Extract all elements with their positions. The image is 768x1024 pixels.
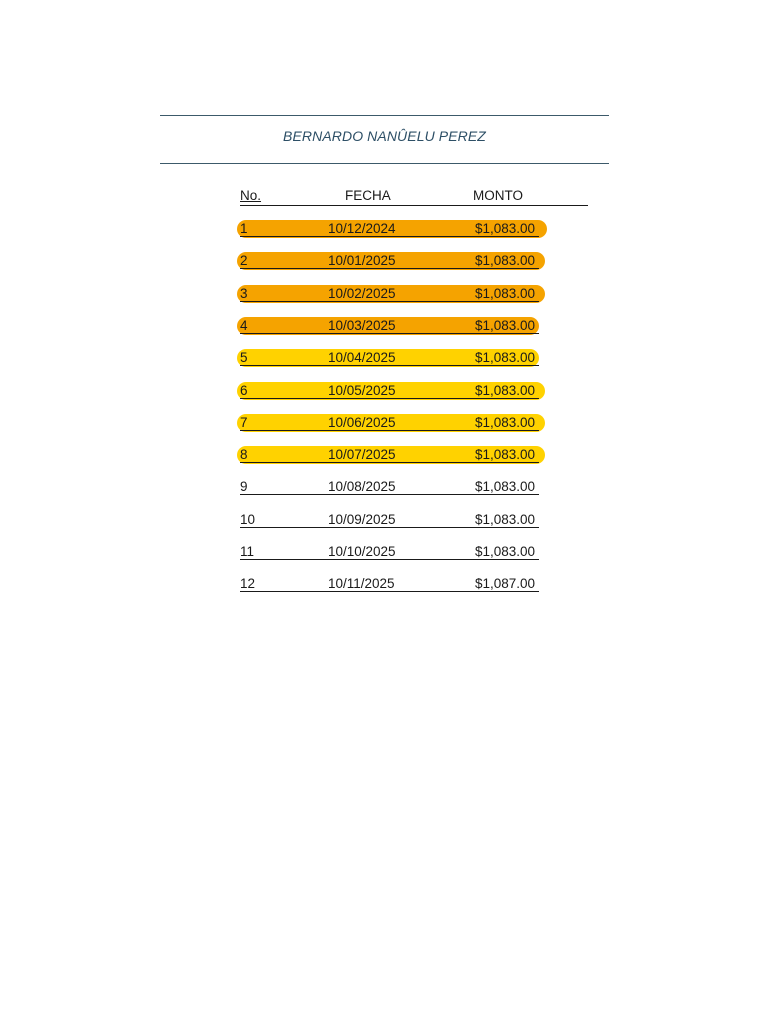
table-row [240, 414, 550, 432]
row-fecha: 10/11/2025 [328, 576, 395, 592]
row-number: 1 [240, 221, 248, 236]
row-fecha: 10/09/2025 [328, 511, 396, 527]
row-monto: $1,087.00 [475, 576, 536, 592]
row-underline [240, 430, 539, 431]
row-monto: $1,083.00 [475, 253, 536, 269]
table-header [240, 188, 588, 206]
row-number: 7 [240, 414, 248, 430]
row-number: 5 [240, 350, 248, 366]
row-number: 12 [240, 576, 256, 592]
row-fecha: 10/07/2025 [328, 447, 396, 463]
row-underline [240, 398, 539, 399]
row-monto: $1,083.00 [475, 544, 536, 559]
row-underline [240, 462, 539, 463]
row-fecha: 10/08/2025 [328, 479, 396, 495]
row-fecha: 10/03/2025 [328, 317, 396, 333]
table-row [240, 543, 550, 561]
column-header-fecha: FECHA [345, 188, 391, 203]
column-header-monto: MONTO [473, 188, 523, 203]
row-monto: $1,083.00 [475, 285, 536, 301]
row-fecha: 10/04/2025 [328, 350, 396, 366]
row-monto: $1,083.00 [475, 350, 536, 366]
row-underline [240, 591, 539, 592]
row-number: 3 [240, 285, 248, 301]
table-row [240, 446, 550, 464]
row-fecha: 10/02/2025 [328, 285, 396, 301]
row-number: 9 [240, 479, 248, 495]
row-monto: $1,083.00 [475, 414, 536, 430]
row-underline [240, 333, 539, 334]
row-fecha: 10/06/2025 [328, 414, 396, 430]
row-monto: $1,083.00 [475, 317, 536, 333]
row-underline [240, 301, 539, 302]
title-rule-top [160, 115, 609, 116]
row-underline [240, 494, 539, 495]
table-row [240, 382, 550, 400]
row-underline [240, 559, 539, 560]
row-monto: $1,083.00 [475, 479, 536, 495]
row-fecha: 10/05/2025 [328, 382, 396, 398]
table-row [240, 317, 550, 335]
row-monto: $1,083.00 [475, 382, 536, 398]
row-fecha: 10/10/2025 [328, 544, 396, 559]
table-row [240, 349, 550, 367]
row-number: 11 [240, 544, 255, 559]
table-row [240, 575, 550, 593]
row-number: 8 [240, 447, 248, 463]
row-underline [240, 236, 539, 237]
row-underline [240, 527, 539, 528]
row-fecha: 10/12/2024 [328, 221, 396, 236]
row-underline [240, 365, 539, 366]
table-row [240, 511, 550, 529]
table-row [240, 478, 550, 496]
document-title: BERNARDO NANÛELU PEREZ [283, 128, 486, 144]
row-number: 6 [240, 382, 248, 398]
table-row [240, 252, 550, 270]
title-rule-bottom [160, 163, 609, 164]
row-number: 2 [240, 253, 248, 269]
row-monto: $1,083.00 [475, 221, 536, 236]
column-header-no: No. [240, 188, 262, 203]
row-monto: $1,083.00 [475, 447, 536, 463]
row-number: 4 [240, 317, 248, 333]
table-row [240, 220, 550, 238]
table-row [240, 285, 550, 303]
row-fecha: 10/01/2025 [328, 253, 396, 269]
row-monto: $1,083.00 [475, 511, 536, 527]
row-number: 10 [240, 511, 256, 527]
row-underline [240, 268, 539, 269]
